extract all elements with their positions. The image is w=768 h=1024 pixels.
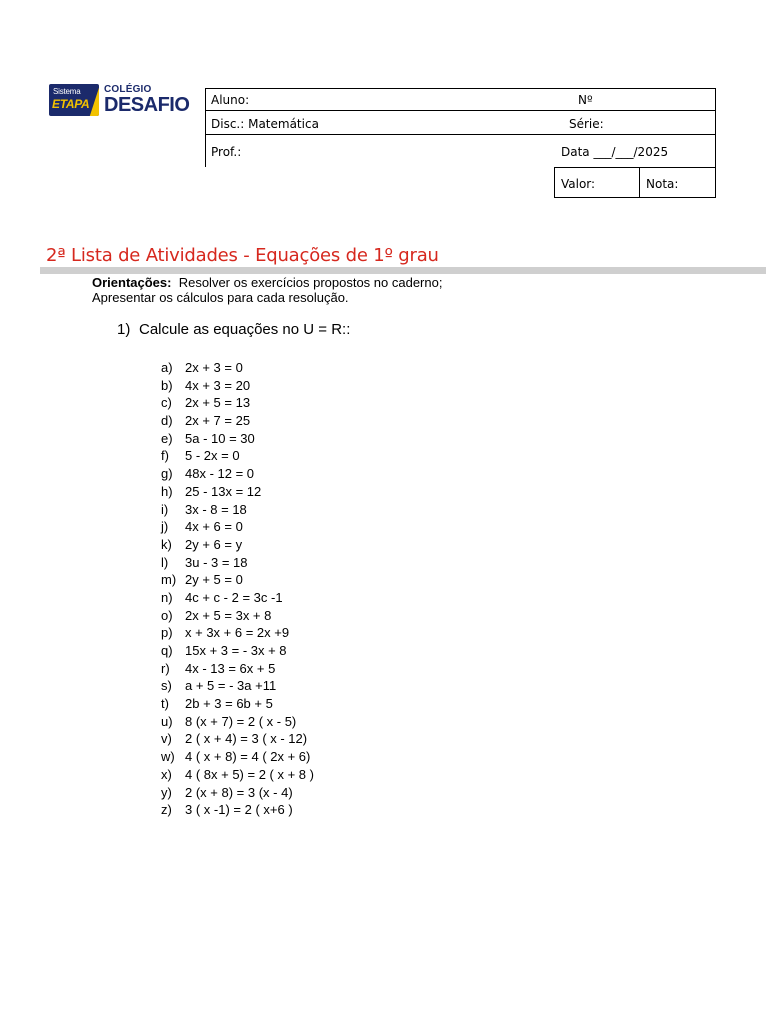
equation-letter: e) bbox=[161, 430, 173, 446]
equation-letter: f) bbox=[161, 448, 169, 464]
equation-item bbox=[161, 624, 314, 642]
equation-letter: j) bbox=[161, 519, 169, 535]
equation-text: 2x + 5 = 3x + 8 bbox=[185, 607, 272, 623]
equation-letter: o) bbox=[161, 607, 173, 623]
equation-text: 2x + 3 = 0 bbox=[185, 360, 243, 375]
etapa-badge bbox=[49, 84, 99, 116]
equation-item bbox=[161, 766, 314, 784]
equation-item bbox=[161, 571, 314, 589]
equation-text: 3x - 8 = 18 bbox=[185, 501, 247, 517]
question-1 bbox=[117, 321, 350, 338]
equation-text: x + 3x + 6 = 2x +9 bbox=[185, 625, 290, 641]
equation-text: 2b + 3 = 6b + 5 bbox=[185, 696, 273, 712]
question-number: 1) bbox=[117, 321, 131, 338]
instructions-line2: Apresentar os cálculos para cada resolução. bbox=[92, 290, 349, 305]
equation-item bbox=[161, 695, 314, 713]
equation-letter: b) bbox=[161, 377, 173, 393]
valor-label: Valor: bbox=[561, 177, 596, 191]
equation-letter: g) bbox=[161, 466, 173, 482]
equation-letter: t) bbox=[161, 696, 169, 712]
equation-text: 4x - 13 = 6x + 5 bbox=[185, 660, 276, 676]
serie-label: Série: bbox=[569, 117, 604, 131]
equation-letter: c) bbox=[161, 395, 172, 411]
aluno-label: Aluno: bbox=[211, 93, 250, 107]
equation-letter: h) bbox=[161, 483, 173, 499]
equation-item bbox=[161, 677, 314, 695]
nota-label: Nota: bbox=[646, 177, 679, 191]
equation-item bbox=[161, 394, 314, 412]
equation-text: 4x + 6 = 0 bbox=[185, 519, 243, 535]
equation-text: 4x + 3 = 20 bbox=[185, 377, 251, 393]
data-label: Data ___/___/2025 bbox=[561, 145, 669, 159]
equation-letter: p) bbox=[161, 625, 173, 641]
equation-item bbox=[161, 483, 314, 501]
equation-item bbox=[161, 465, 314, 483]
logo-wordmark bbox=[104, 85, 189, 115]
equation-letter: z) bbox=[161, 802, 172, 818]
equation-letter: s) bbox=[161, 678, 172, 694]
equation-item bbox=[161, 554, 314, 572]
equation-text: 2 ( x + 4) = 3 ( x - 12) bbox=[185, 731, 308, 747]
instructions-line1: Resolver os exercícios propostos no caderno; bbox=[171, 275, 443, 290]
equation-text: 8 (x + 7) = 2 ( x - 5) bbox=[185, 713, 297, 729]
equation-text: 2x + 5 = 13 bbox=[185, 395, 251, 411]
equation-item bbox=[161, 660, 314, 678]
professor-label: Prof.: bbox=[211, 145, 242, 159]
equation-item bbox=[161, 642, 314, 660]
equation-item bbox=[161, 518, 314, 536]
equation-text: 48x - 12 = 0 bbox=[185, 466, 255, 482]
instructions-label: Orientações: bbox=[92, 275, 172, 290]
equation-text: 4c + c - 2 = 3c -1 bbox=[185, 589, 283, 605]
equation-letter: y) bbox=[161, 784, 172, 800]
equation-item bbox=[161, 784, 314, 802]
logo-line2: DESAFIO bbox=[104, 94, 190, 116]
equation-letter: w) bbox=[161, 749, 175, 765]
equation-letter: i) bbox=[161, 501, 169, 517]
equation-text: 5 - 2x = 0 bbox=[185, 448, 240, 464]
equation-letter: d) bbox=[161, 413, 173, 429]
school-logo bbox=[49, 83, 191, 117]
numero-label: Nº bbox=[578, 93, 593, 107]
equation-text: 25 - 13x = 12 bbox=[185, 483, 262, 499]
equation-text: 5a - 10 = 30 bbox=[185, 430, 255, 446]
equation-letter: m) bbox=[161, 572, 177, 588]
equation-text: 3 ( x -1) = 2 ( x+6 ) bbox=[185, 802, 293, 818]
equation-text: 3u - 3 = 18 bbox=[185, 554, 248, 570]
equation-letter: l) bbox=[161, 554, 169, 570]
equation-item bbox=[161, 412, 314, 430]
equation-text: a + 5 = - 3a +11 bbox=[185, 678, 277, 694]
equation-list bbox=[161, 359, 314, 819]
equation-item bbox=[161, 589, 314, 607]
equation-letter: r) bbox=[161, 660, 170, 676]
equation-text: 2y + 6 = y bbox=[185, 536, 243, 552]
instructions bbox=[92, 275, 442, 305]
logo-badge-small-text: Sistema bbox=[53, 87, 81, 96]
equation-letter: k) bbox=[161, 536, 172, 552]
equation-text: 2y + 5 = 0 bbox=[185, 572, 243, 588]
equation-item bbox=[161, 377, 314, 395]
equation-text: 15x + 3 = - 3x + 8 bbox=[185, 643, 287, 658]
equation-item bbox=[161, 748, 314, 766]
equation-item bbox=[161, 501, 314, 519]
equation-text: 4 ( 8x + 5) = 2 ( x + 8 ) bbox=[185, 766, 314, 782]
equation-letter: u) bbox=[161, 713, 173, 729]
equation-item bbox=[161, 730, 314, 748]
page-title: 2ª Lista de Atividades - Equações de 1º grau bbox=[46, 245, 439, 266]
question-text: Calcule as equações no U = R:: bbox=[139, 321, 351, 338]
logo-badge-big-text: ETAPA bbox=[52, 97, 90, 111]
equation-item bbox=[161, 713, 314, 731]
disciplina-label: Disc.: Matemática bbox=[211, 117, 319, 131]
equation-item bbox=[161, 607, 314, 625]
logo-line1: COLÉGIO bbox=[104, 84, 152, 95]
title-divider bbox=[40, 267, 766, 274]
equation-letter: x) bbox=[161, 766, 172, 782]
equation-letter: v) bbox=[161, 731, 172, 747]
equation-item bbox=[161, 430, 314, 448]
equation-text: 4 ( x + 8) = 4 ( 2x + 6) bbox=[185, 749, 311, 765]
equation-letter: a) bbox=[161, 360, 173, 375]
logo-stripe bbox=[90, 84, 99, 116]
equation-item bbox=[161, 536, 314, 554]
equation-text: 2x + 7 = 25 bbox=[185, 413, 251, 429]
equation-item bbox=[161, 801, 314, 819]
equation-item bbox=[161, 359, 314, 377]
equation-letter: n) bbox=[161, 589, 173, 605]
equation-item bbox=[161, 447, 314, 465]
aluno-row bbox=[205, 88, 716, 111]
equation-text: 2 (x + 8) = 3 (x - 4) bbox=[185, 784, 293, 800]
equation-letter: q) bbox=[161, 643, 173, 658]
